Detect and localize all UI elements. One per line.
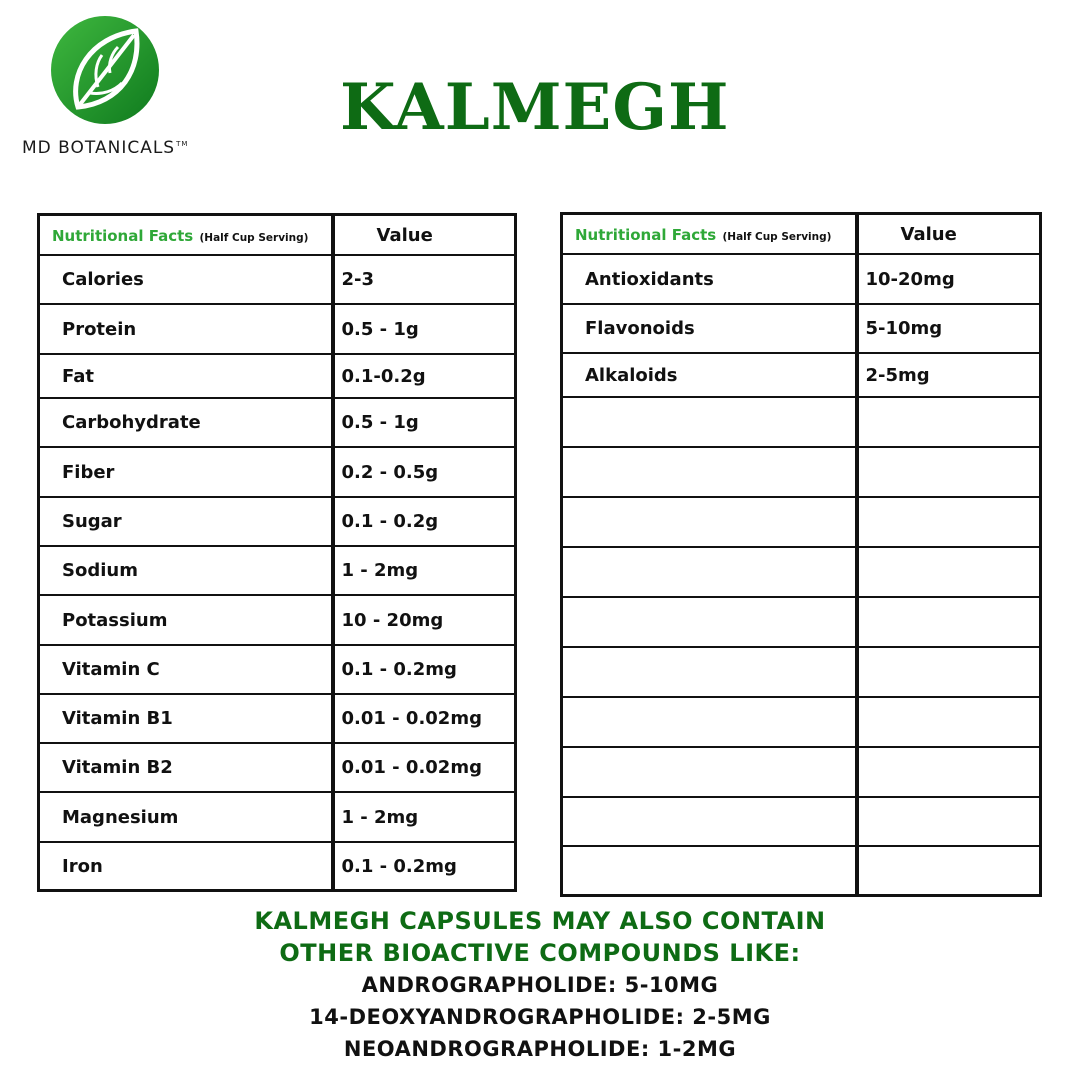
header-label-cell [39, 215, 333, 256]
table-header-row [39, 215, 516, 256]
header-note: (Half Cup Serving) [722, 230, 832, 243]
nutrient-value: 5-10mg [857, 304, 1041, 353]
nutrient-value [857, 647, 1041, 697]
header-label-cell [562, 214, 857, 255]
footer-line-1: KALMEGH CAPSULES MAY ALSO CONTAIN [254, 907, 826, 935]
table-row [39, 497, 516, 546]
nutrient-name [562, 647, 857, 697]
footer-line-2: OTHER BIOACTIVE COMPOUNDS LIKE: [279, 939, 801, 967]
left-table-body [39, 215, 516, 891]
nutrient-name: Flavonoids [562, 304, 857, 353]
nutrient-name: Carbohydrate [39, 398, 333, 447]
nutrient-value: 1 - 2mg [333, 546, 516, 595]
nutrient-value: 2-3 [333, 255, 516, 304]
nutrient-value: 0.2 - 0.5g [333, 447, 516, 497]
nutrient-value: 2-5mg [857, 353, 1041, 397]
table-row [39, 354, 516, 398]
nutrient-name [562, 846, 857, 896]
nutrient-value [857, 497, 1041, 547]
table-row [39, 743, 516, 792]
nutrition-table-left [37, 213, 517, 892]
footer-compounds [0, 905, 1080, 1065]
table-row [562, 846, 1041, 896]
table-row [39, 398, 516, 447]
nutrient-value: 0.1 - 0.2g [333, 497, 516, 546]
table-row [562, 304, 1041, 353]
nutrient-name [562, 447, 857, 497]
nutrient-name: Magnesium [39, 792, 333, 842]
table-row [562, 597, 1041, 647]
nutrient-name: Fat [39, 354, 333, 398]
nutrient-name [562, 797, 857, 846]
nutrient-name [562, 597, 857, 647]
table-header-row [562, 214, 1041, 255]
nutrient-value [857, 697, 1041, 747]
nutrient-value: 0.1-0.2g [333, 354, 516, 398]
brand-name: MD BOTANICALS™ [22, 138, 189, 158]
nutrient-name [562, 547, 857, 597]
table-row [39, 447, 516, 497]
nutrient-name: Alkaloids [562, 353, 857, 397]
nutrient-name [562, 397, 857, 447]
table-row [562, 647, 1041, 697]
nutrient-value [857, 597, 1041, 647]
table-row [39, 595, 516, 645]
nutrient-value: 0.01 - 0.02mg [333, 743, 516, 792]
nutrient-value [857, 547, 1041, 597]
leaf-logo-icon [50, 15, 160, 125]
table-row [562, 254, 1041, 304]
nutrient-name: Iron [39, 842, 333, 891]
nutrient-name [562, 697, 857, 747]
table-row [39, 645, 516, 694]
header-value: Value [857, 214, 1041, 255]
header-label: Nutritional Facts [52, 226, 194, 245]
nutrient-value [857, 797, 1041, 846]
nutrient-value: 10-20mg [857, 254, 1041, 304]
nutrient-name: Vitamin C [39, 645, 333, 694]
nutrient-name [562, 747, 857, 797]
table-row [39, 792, 516, 842]
nutrient-name: Protein [39, 304, 333, 354]
compound-3: NEOANDROGRAPHOLIDE: 1-2MG [343, 1037, 737, 1061]
trademark-mark: TM [176, 140, 189, 149]
table-row [562, 497, 1041, 547]
nutrient-value: 10 - 20mg [333, 595, 516, 645]
nutrient-value: 0.1 - 0.2mg [333, 645, 516, 694]
compound-2: 14-DEOXYANDROGRAPHOLIDE: 2-5MG [309, 1005, 771, 1029]
table-row [562, 447, 1041, 497]
header-value: Value [333, 215, 516, 256]
table-row [562, 797, 1041, 846]
nutrient-value [857, 397, 1041, 447]
table-row [562, 697, 1041, 747]
nutrient-name: Sugar [39, 497, 333, 546]
nutrient-value: 1 - 2mg [333, 792, 516, 842]
nutrient-name: Potassium [39, 595, 333, 645]
nutrient-name: Vitamin B1 [39, 694, 333, 743]
nutrient-value: 0.01 - 0.02mg [333, 694, 516, 743]
table-row [562, 353, 1041, 397]
table-row [39, 842, 516, 891]
table-row [562, 547, 1041, 597]
nutrient-value: 0.5 - 1g [333, 398, 516, 447]
nutrient-name: Antioxidants [562, 254, 857, 304]
nutrient-name: Fiber [39, 447, 333, 497]
nutrient-value [857, 447, 1041, 497]
table-row [39, 694, 516, 743]
nutrient-value: 0.5 - 1g [333, 304, 516, 354]
nutrient-value [857, 747, 1041, 797]
nutrient-name: Vitamin B2 [39, 743, 333, 792]
table-row [39, 546, 516, 595]
header-label: Nutritional Facts [575, 225, 717, 244]
compound-1: ANDROGRAPHOLIDE: 5-10MG [361, 973, 719, 997]
table-row [562, 397, 1041, 447]
right-table-body [562, 214, 1041, 896]
table-row [562, 747, 1041, 797]
table-row [39, 304, 516, 354]
nutrition-table-right [560, 212, 1042, 897]
nutrient-value: 0.1 - 0.2mg [333, 842, 516, 891]
table-row [39, 255, 516, 304]
header-note: (Half Cup Serving) [199, 231, 309, 244]
nutrient-value [857, 846, 1041, 896]
nutrient-name: Sodium [39, 546, 333, 595]
page-title: KALMEGH [340, 70, 730, 145]
nutrient-name: Calories [39, 255, 333, 304]
nutrient-name [562, 497, 857, 547]
